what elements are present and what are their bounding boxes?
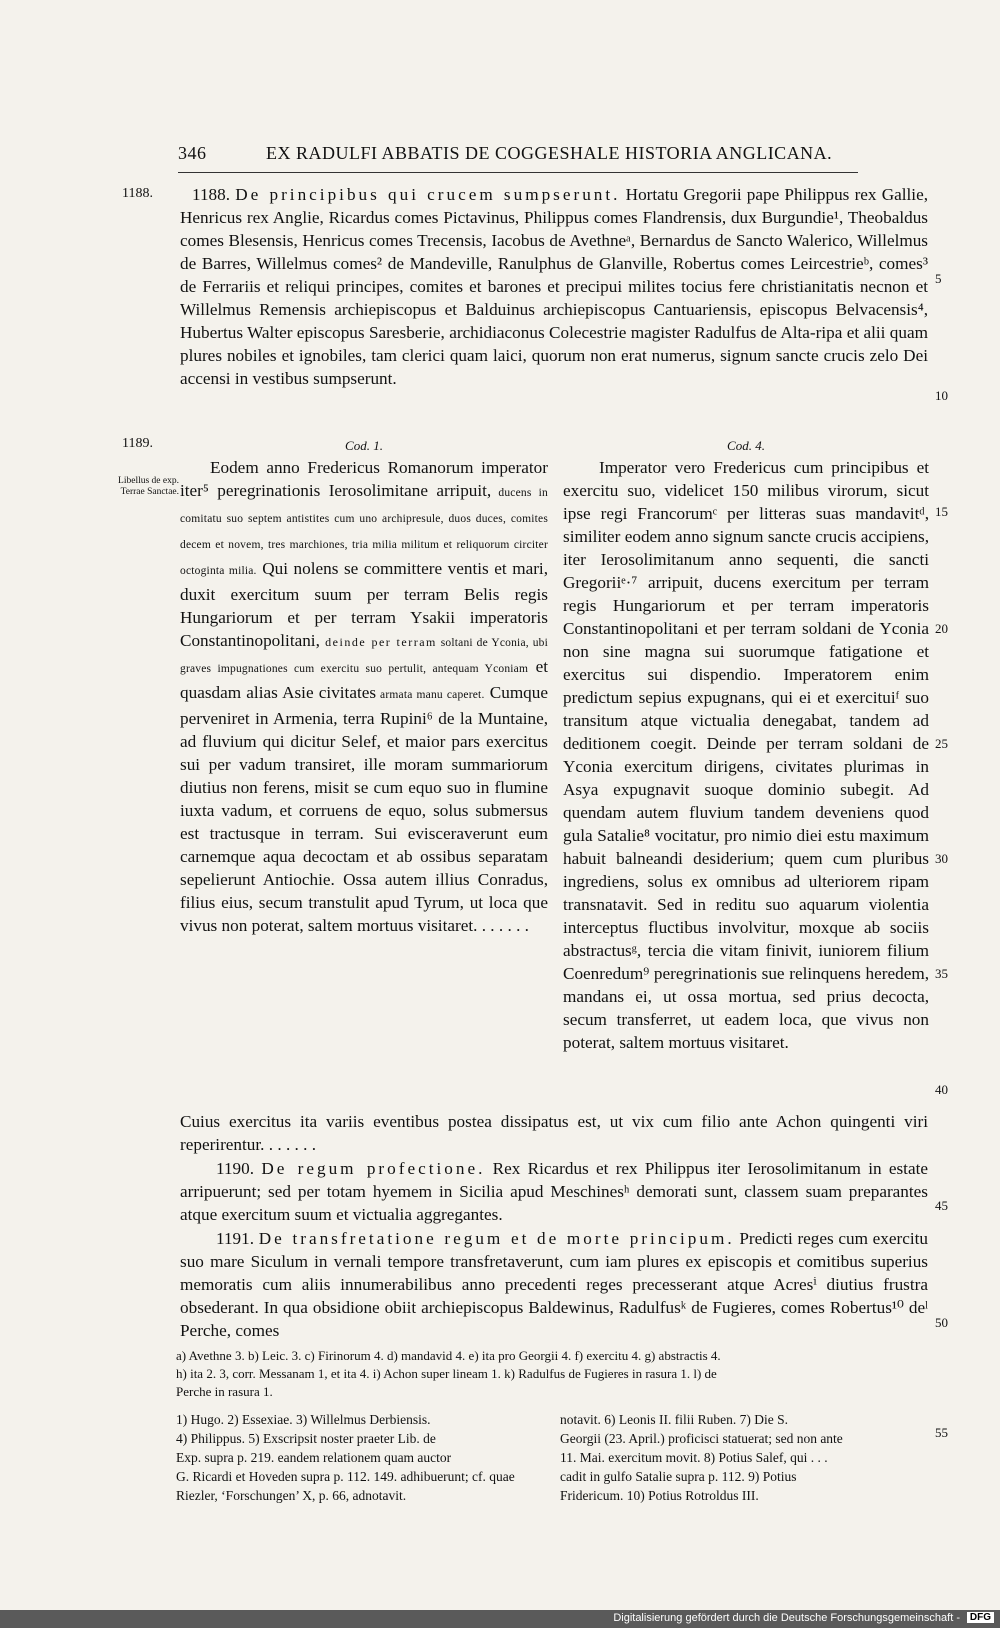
- line-number: 20: [935, 621, 948, 636]
- left-small-1: ducens in comitatu suo septem antistites cum uno archipresule, duos duces, comites decem et novem, tres marchiones, tria milia militum et reliquorum circiter octoginta milia.: [180, 487, 548, 577]
- section-1190: [180, 1157, 928, 1226]
- right-column: [563, 438, 929, 1054]
- variant-note-line: a) Avethne 3. b) Leic. 3. c) Firinorum 4. d) mandavid 4. e) ita pro Georgii 4. f) exercitu 4. g) abstractis 4.: [176, 1348, 721, 1363]
- left-column: [180, 438, 548, 937]
- line-number: 30: [935, 851, 948, 866]
- footnote-line: cadit in gulfo Satalie supra p. 112. 9) Potius: [560, 1469, 797, 1484]
- right-column-label: Cod. 4.: [727, 438, 765, 453]
- header-rule: [178, 172, 858, 173]
- left-small-2: soltani de Yconia, ubi graves impugnationes cum exercitu suo pertulit, antequam Yconiam: [180, 637, 548, 675]
- footnote-line: 11. Mai. exercitum movit. 8) Potius Salef, qui . . .: [560, 1450, 828, 1465]
- left-column-label: Cod. 1.: [345, 438, 383, 453]
- variant-notes: [176, 1347, 928, 1401]
- section-1190-text: Rex Ricardus et rex Philippus iter Ierosolimitanum in estate arripuerunt; sed per totam hyemem in Sicilia apud Meschinesʰ demorati sunt, classem suam preparantes atque exercitum suum et victualia aggregantes.: [180, 1159, 928, 1224]
- margin-year-1189: 1189.: [122, 436, 153, 451]
- line-number: 10: [935, 388, 948, 403]
- left-text-c: et quasdam alias Asie civitates: [180, 657, 549, 702]
- left-column-paragraph: [180, 456, 548, 937]
- variant-note-line: Perche in rasura 1.: [176, 1384, 273, 1399]
- line-number: 55: [935, 1425, 948, 1440]
- line-number: 50: [935, 1315, 948, 1330]
- line-number: 15: [935, 504, 948, 519]
- footnote-line: notavit. 6) Leonis II. filii Ruben. 7) Die S.: [560, 1412, 788, 1427]
- section-1190-year: 1190.: [216, 1159, 255, 1178]
- after-columns-text: Cuius exercitus ita variis eventibus postea dissipatus est, ut vix cum filio ante Achon quingenti viri reperirentur. . . . . . .: [180, 1112, 928, 1154]
- line-number: 45: [935, 1198, 948, 1213]
- left-text-d: Cumque perveniret in Armenia, terra Rupini⁶ de la Muntaine, ad fluvium qui dicitur Selef, et maior pars exercitus sui per vadum transiret, ille moram summariorum diutius non ferens, misit se cum equo suo in flumine iuxta vadum, et corruens de equo, solus submersus est tractusque in terram. Sui evisceraverunt eum carnemque aqua decoctam et ab ossibus separatam sepelierunt Antiochie. Ossa autem illius Conradus, filius eius, secum transtulit apud Tyrum, ut loca que vivus non poterat, saltem mortuus visitaret. . . . . . .: [180, 683, 549, 935]
- section-1191-heading: De transfretatione regum et de morte principum.: [258, 1229, 735, 1248]
- line-number: 25: [935, 736, 948, 751]
- margin-year-1188: 1188.: [122, 186, 153, 201]
- section-1188-year: 1188.: [192, 185, 231, 204]
- funding-bar: [0, 1610, 1000, 1628]
- section-1188: [180, 183, 928, 390]
- line-number: 35: [935, 966, 948, 981]
- footnote-line: G. Ricardi et Hoveden supra p. 112. 149. adhibuerunt; cf. quae Riezler, ‘Forschungen’ X, p. 66, adnotavit.: [176, 1469, 515, 1503]
- variant-note-line: h) ita 2. 3, corr. Messanam 1, et ita 4. i) Achon super lineam 1. k) Radulfus de Fugieres in rasura 1. l) de: [176, 1366, 717, 1381]
- right-column-text: Imperator vero Fredericus cum principibus et exercitu suo, videlicet 150 milibus virorum, sicut ipse regi Francorumᶜ per litteras suas mandavitᵈ, similiter eodem anno signum sancte crucis accipiens, iter Ierosolimitanum anno sequenti, die sancti Gregoriiᵉ·⁷ arripuit, ducens exercitum per terram regis Hungariorum et per terram imperatoris Constantinopolitani et per terram soldani de Yconia non sine magna sui suorumque fatigatione et exercitus sui dispendio. Imperatorem enim predictum sepius expugnans, qui ei et exercituiᶠ suo transitum atque victualia denegabat, tandem ad deditionem coegit. Deinde per terram soldani de Yconia exercitum dirigens, civitates plurimas in Asya expugnavit suoque dominio subegit. Ad quendam autem fluvium tandem deveniens quod gula Satalie⁸ vocitatur, pro nimio diei estu maximum habuit balneandi desiderium; quem cum pluribus ingrediens, solus ex omnibus ad ulteriorem ripam transnatavit. Sed in reditu suo aquarum violentia interceptus fluctibus involvitur, moxque ab sociis abstractusᵍ, tercia die vitam finivit, iuniorem filium Coenredum⁹ peregrinationis sue relinquens heredem, mandans ei, ut ossa mortua, sed prius decocta, secum transferret, ut eadem loca, que vivus non poterat, saltem mortuus visitaret.: [563, 458, 929, 1052]
- left-spaced: deinde per terram: [319, 635, 437, 649]
- section-1188-text: Hortatu Gregorii pape Philippus rex Gallie, Henricus rex Anglie, Ricardus comes Pictavinus, Philippus comes Flandrensis, dux Burgundie¹, Theobaldus comes Blesensis, Henricus comes Trecensis, Iacobus de Avethneᵃ, Bernardus de Sancto Walerico, Willelmus de Barres, Willelmus comes² de Mandeville, Ranulphus de Glanville, Robertus comes Leircestrieᵇ, comes³ de Ferrariis et reliqui principes, comites et barones et precipui milites tocius fere christianitatis necnon et Willelmus Remensis archiepiscopus et Balduinus archiepiscopus Cantuariensis, episcopus Belvacensis⁴, Hubertus Walter episcopus Saresberie, archidiaconus Colecestrie magister Radulfus de Alta-ripa et alii quam plures nobiles et ignobiles, tam clerici quam laici, quorum non erat numerus, signum sancte crucis zelo Dei accensi in vestibus sumpserunt.: [180, 185, 928, 388]
- section-1190-heading: De regum profectione.: [261, 1159, 486, 1178]
- footnote-line: Georgii (23. April.) proficisci statuerat; sed non ante: [560, 1431, 843, 1446]
- margin-note: Libellus de exp. Terrae Sanctae.: [118, 476, 179, 497]
- funding-credit: Digitalisierung gefördert durch die Deutsche Forschungsgemeinschaft -: [613, 1612, 960, 1624]
- section-1191-year: 1191.: [216, 1229, 255, 1248]
- left-small-3: armata manu caperet.: [376, 689, 485, 701]
- left-text-b: Qui nolens se committere ventis et mari, duxit exercitum suum per terram Belis regis Hungariorum et per terram Ysakii imperatoris Constantinopolitani,: [180, 559, 548, 650]
- line-number: 5: [935, 271, 942, 286]
- footnotes-right: [560, 1410, 928, 1505]
- dfg-logo: DFG: [967, 1612, 994, 1623]
- section-1188-heading: De principibus qui crucem sumpserunt.: [235, 185, 621, 204]
- page-number: 346: [178, 143, 207, 163]
- left-text-a: Eodem anno Fredericus Romanorum imperator iter⁵ peregrinationis Ierosolimitane arripuit,: [180, 458, 548, 500]
- footnote-line: 4) Philippus. 5) Exscripsit noster praeter Lib. de: [176, 1431, 436, 1446]
- footnote-line: 1) Hugo. 2) Essexiae. 3) Willelmus Derbiensis.: [176, 1412, 431, 1427]
- section-1191-text: Predicti reges cum exercitu suo mare Siculum in vernali tempore transfretaverunt, cum iam plures ex episcopis et comitibus superius memoratis cum aliis innumerabilibus anno precedenti reges precesserant atque Acresⁱ diutius frustra obsederant. In qua obsidione obiit archiepiscopus Baldewinus, Radulfusᵏ de Fugieres, comes Robertus¹⁰ deˡ Perche, comes: [180, 1229, 928, 1340]
- line-number: 40: [935, 1082, 948, 1097]
- footnote-line: Exp. supra p. 219. eandem relationem quam auctor: [176, 1450, 452, 1465]
- running-title: EX RADULFI ABBATIS DE COGGESHALE HISTORIA ANGLICANA.: [266, 143, 833, 163]
- footnotes-left: [176, 1410, 546, 1505]
- section-1191: [180, 1227, 928, 1342]
- footnote-line: Fridericum. 10) Potius Rotroldus III.: [560, 1488, 759, 1503]
